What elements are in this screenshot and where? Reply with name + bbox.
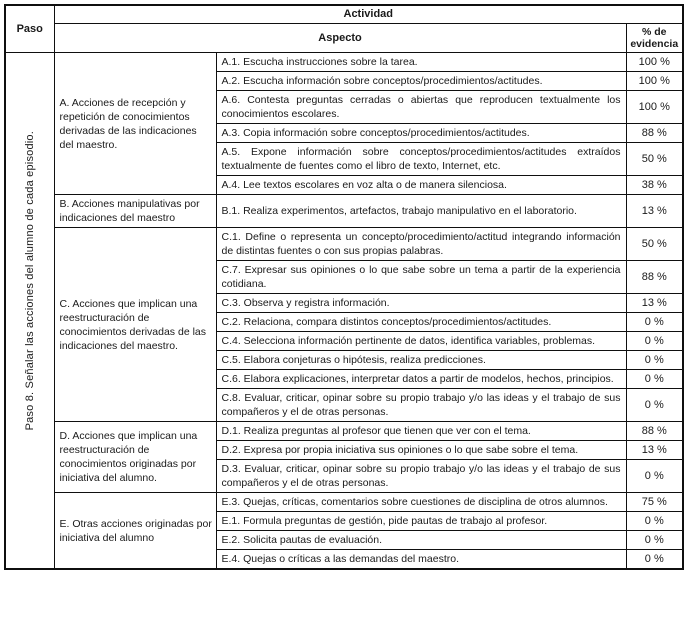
aspect-cell-a1: A.1. Escucha instrucciones sobre la tarea. — [216, 53, 626, 72]
step-cell — [5, 53, 54, 570]
header-evidencia: % de evidencia — [626, 24, 683, 53]
evidence-cell-b1: 13 % — [626, 195, 683, 228]
evidence-cell-a3: 88 % — [626, 124, 683, 143]
header-row-2 — [5, 24, 683, 53]
aspect-cell-a5: A.5. Expone información sobre conceptos/procedimientos/actitudes extraídos textualmente de fuentes como el libro de texto, Internet, etc. — [216, 143, 626, 176]
evidence-cell-c1: 50 % — [626, 228, 683, 261]
aspect-cell-c8: C.8. Evaluar, criticar, opinar sobre su propio trabajo y/o las ideas y el trabajo de sus compañeros y el de otras personas. — [216, 389, 626, 422]
aspect-cell-b1: B.1. Realiza experimentos, artefactos, trabajo manipulativo en el laboratorio. — [216, 195, 626, 228]
aspect-cell-a3: A.3. Copia información sobre conceptos/procedimientos/actitudes. — [216, 124, 626, 143]
header-aspecto: Aspecto — [54, 24, 626, 53]
aspect-cell-a6: A.6. Contesta preguntas cerradas o abiertas que reproducen textualmente los conocimientos escolares. — [216, 91, 626, 124]
evidence-cell-e3: 75 % — [626, 493, 683, 512]
evidence-cell-e1: 0 % — [626, 512, 683, 531]
evidence-cell-c6: 0 % — [626, 370, 683, 389]
category-cell-c: C. Acciones que implican una reestructuración de conocimientos derivadas de las indicaciones del maestro. — [54, 228, 216, 422]
evidence-cell-a1: 100 % — [626, 53, 683, 72]
evidence-cell-e2: 0 % — [626, 531, 683, 550]
evidence-cell-e4: 0 % — [626, 550, 683, 570]
category-cell-d: D. Acciones que implican una reestructuración de conocimientos originadas por iniciativa del alumno. — [54, 422, 216, 493]
table-row — [5, 228, 683, 261]
aspect-cell-d1: D.1. Realiza preguntas al profesor que tienen que ver con el tema. — [216, 422, 626, 441]
category-cell-a: A. Acciones de recepción y repetición de conocimientos derivadas de las indicaciones del maestro. — [54, 53, 216, 195]
aspect-cell-c5: C.5. Elabora conjeturas o hipótesis, realiza predicciones. — [216, 351, 626, 370]
aspect-cell-e3: E.3. Quejas, críticas, comentarios sobre cuestiones de disciplina de otros alumnos. — [216, 493, 626, 512]
evidence-cell-a2: 100 % — [626, 72, 683, 91]
aspect-cell-e1: E.1. Formula preguntas de gestión, pide pautas de trabajo al profesor. — [216, 512, 626, 531]
category-cell-e: E. Otras acciones originadas por iniciativa del alumno — [54, 493, 216, 570]
category-cell-b: B. Acciones manipulativas por indicaciones del maestro — [54, 195, 216, 228]
aspect-cell-d3: D.3. Evaluar, criticar, opinar sobre su propio trabajo y/o las ideas y el trabajo de sus compañeros y el de otras personas. — [216, 460, 626, 493]
evidence-cell-c5: 0 % — [626, 351, 683, 370]
aspect-cell-c2: C.2. Relaciona, compara distintos conceptos/procedimientos/actitudes. — [216, 313, 626, 332]
aspect-cell-a2: A.2. Escucha información sobre conceptos/procedimientos/actitudes. — [216, 72, 626, 91]
evidence-cell-a4: 38 % — [626, 176, 683, 195]
aspect-cell-e2: E.2. Solicita pautas de evaluación. — [216, 531, 626, 550]
evidence-cell-c2: 0 % — [626, 313, 683, 332]
aspect-cell-a4: A.4. Lee textos escolares en voz alta o de manera silenciosa. — [216, 176, 626, 195]
aspect-cell-c3: C.3. Observa y registra información. — [216, 294, 626, 313]
table-row — [5, 53, 683, 72]
evidence-cell-a5: 50 % — [626, 143, 683, 176]
aspect-cell-c1: C.1. Define o representa un concepto/procedimiento/actitud integrando información de distintas fuentes o con sus propias palabras. — [216, 228, 626, 261]
activity-evidence-table — [4, 4, 684, 570]
evidence-cell-c7: 88 % — [626, 261, 683, 294]
evidence-cell-c4: 0 % — [626, 332, 683, 351]
header-paso: Paso — [5, 5, 54, 53]
evidence-cell-d3: 0 % — [626, 460, 683, 493]
header-actividad: Actividad — [54, 5, 683, 24]
evidence-cell-d1: 88 % — [626, 422, 683, 441]
evidence-cell-d2: 13 % — [626, 441, 683, 460]
table-row — [5, 422, 683, 441]
evidence-cell-c8: 0 % — [626, 389, 683, 422]
aspect-cell-c4: C.4. Selecciona información pertinente de datos, identifica variables, problemas. — [216, 332, 626, 351]
step-label: Paso 8. Señalar las acciones del alumno de cada episodio. — [23, 131, 36, 431]
aspect-cell-d2: D.2. Expresa por propia iniciativa sus opiniones o lo que sabe sobre el tema. — [216, 441, 626, 460]
header-row-1 — [5, 5, 683, 24]
table-row — [5, 493, 683, 512]
aspect-cell-c6: C.6. Elabora explicaciones, interpretar datos a partir de modelos, hechos, principios. — [216, 370, 626, 389]
aspect-cell-e4: E.4. Quejas o críticas a las demandas del maestro. — [216, 550, 626, 570]
evidence-cell-a6: 100 % — [626, 91, 683, 124]
evidence-cell-c3: 13 % — [626, 294, 683, 313]
aspect-cell-c7: C.7. Expresar sus opiniones o lo que sabe sobre un tema a partir de la experiencia cotidiana. — [216, 261, 626, 294]
table-row — [5, 195, 683, 228]
